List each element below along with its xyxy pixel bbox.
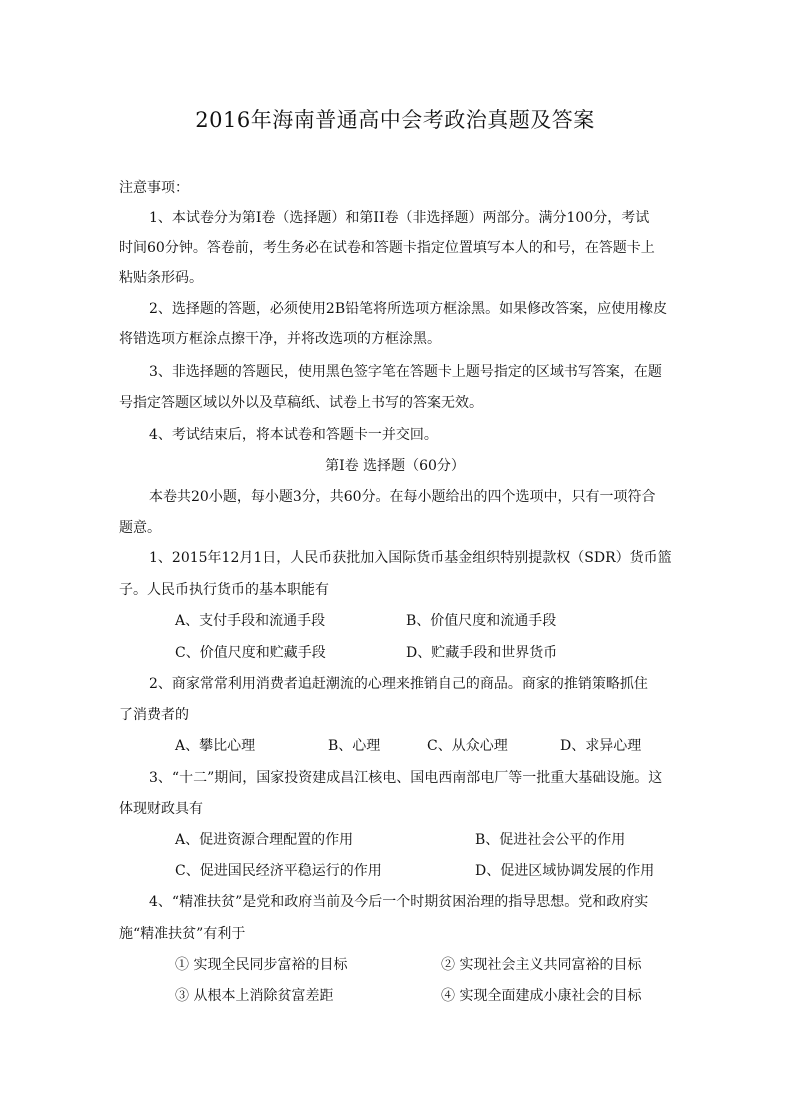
question-2-option-b: B、心理: [328, 738, 381, 754]
section-intro-line-1: 本卷共20小题，每小题3分，共60分。在每小题给出的四个选项中，只有一项符合: [149, 489, 656, 505]
question-2-option-a: A、攀比心理: [175, 738, 256, 754]
notice-item-2-line-2: 将错选项方框涂点擦干净，并将改选项的方框涂黑。: [119, 331, 441, 347]
notice-item-2-line-1: 2、选择题的答题，必须使用2B铅笔将所选项方框涂黑。如果修改答案，应使用橡皮: [149, 301, 668, 317]
question-3-option-d: D、促进区域协调发展的作用: [475, 863, 655, 879]
notice-item-1-line-1: 1、本试卷分为第Ⅰ卷（选择题）和第II卷（非选择题）两部分。满分100分，考试: [149, 210, 650, 226]
question-3-option-b: B、促进社会公平的作用: [475, 832, 626, 848]
question-3-option-a: A、促进资源合理配置的作用: [175, 832, 354, 848]
question-2-stem-line-1: 2、商家常常利用消费者追赶潮流的心理来推销自己的商品。商家的推销策略抓住: [149, 676, 648, 692]
question-1-stem-line-2: 子。人民币执行货币的基本职能有: [119, 582, 329, 598]
question-4-stem-line-1: 4、“精准扶贫”是党和政府当前及今后一个时期贫困治理的指导思想。党和政府实: [149, 894, 649, 910]
page-title: 2016年海南普通高中会考政治真题及答案: [195, 108, 595, 132]
notice-item-3-line-1: 3、非选择题的答题民，使用黑色签字笔在答题卡上题号指定的区域书写答案，在题: [149, 364, 662, 380]
notice-item-3-line-2: 号指定答题区域以外以及草稿纸、试卷上书写的答案无效。: [119, 395, 483, 411]
question-2-option-c: C、从众心理: [427, 738, 508, 754]
section-intro-line-2: 题意。: [119, 520, 161, 536]
notice-item-1-line-3: 粘贴条形码。: [119, 270, 203, 286]
question-1-option-a: A、支付手段和流通手段: [175, 613, 326, 629]
section-heading: 第Ⅰ卷 选择题（60分）: [325, 458, 465, 474]
question-4-option-4: ④ 实现全面建成小康社会的目标: [441, 988, 642, 1004]
question-3-option-c: C、促进国民经济平稳运行的作用: [175, 863, 382, 879]
question-3-stem-line-1: 3、“十二”期间，国家投资建成昌江核电、国电西南部电厂等一批重大基础设施。这: [149, 770, 663, 786]
question-1-option-b: B、价值尺度和流通手段: [406, 613, 557, 629]
question-4-option-2: ② 实现社会主义共同富裕的目标: [441, 957, 642, 973]
question-2-option-d: D、求异心理: [560, 738, 642, 754]
question-1-option-d: D、贮藏手段和世界货币: [406, 645, 558, 661]
question-4-stem-line-2: 施“精准扶贫”有利于: [119, 926, 246, 942]
notice-heading: 注意事项：: [119, 180, 189, 196]
question-4-option-3: ③ 从根本上消除贫富差距: [175, 988, 334, 1004]
notice-item-4: 4、考试结束后，将本试卷和答题卡一并交回。: [149, 427, 438, 443]
question-4-option-1: ① 实现全民同步富裕的目标: [175, 957, 348, 973]
question-1-stem-line-1: 1、2015年12月1日，人民币获批加入国际货币基金组织特别提款权（SDR）货币篮: [149, 550, 672, 566]
notice-item-1-line-2: 时间60分钟。答卷前，考生务必在试卷和答题卡指定位置填写本人的和号，在答题卡上: [119, 240, 655, 256]
question-1-option-c: C、价值尺度和贮藏手段: [175, 645, 326, 661]
question-3-stem-line-2: 体现财政具有: [119, 801, 203, 817]
question-2-stem-line-2: 了消费者的: [119, 707, 189, 723]
